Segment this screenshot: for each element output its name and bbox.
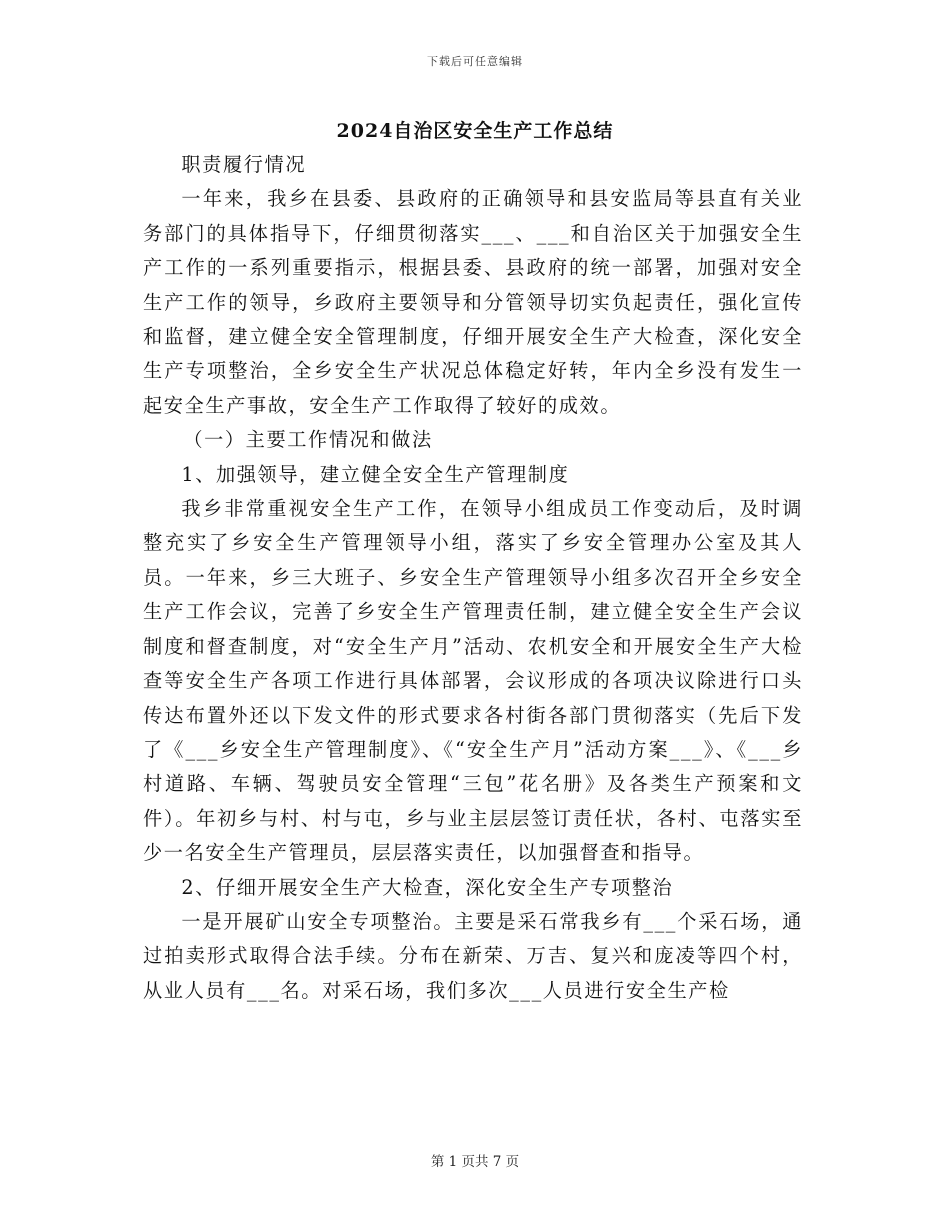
section-heading: 2、仔细开展安全生产大检查，深化安全生产专项整治 <box>181 875 674 899</box>
section-heading: 1、加强领导，建立健全安全生产管理制度 <box>181 462 570 486</box>
section-heading: 职责履行情况 <box>181 153 307 176</box>
subsection-heading: （一）主要工作情况和做法 <box>183 428 433 452</box>
document-body <box>143 148 803 1008</box>
body-paragraph: 一是开展矿山安全专项整治。主要是采石常我乡有___个采石场，通过拍卖形式取得合法手续。分布在新荣、万吉、复兴和庞凌等四个村，从业人员有___名。对采石场，我们多次___人员进行安全生产检 <box>143 909 803 1002</box>
body-paragraph: 我乡非常重视安全生产工作，在领导小组成员工作变动后，及时调整充实了乡安全生产管理领导小组，落实了乡安全管理办公室及其人员。一年来，乡三大班子、乡安全生产管理领导小组多次召开全乡安全生产工作会议，完善了乡安全生产管理责任制，建立健全安全生产会议制度和督查制度，对“安全生产月”活动、农机安全和开展安全生产大检查等安全生产各项工作进行具体部署，会议形成的各项决议除进行口头传达布置外还以下发文件的形式要求各村街各部门贯彻落实（先后下发了《___乡安全生产管理制度》、《“安全生产月”活动方案___》、《___乡村道路、车辆、驾驶员安全管理“三包”花名册》及各类生产预案和文件）。年初乡与村、村与屯，乡与业主层层签订责任状，各村、屯落实至少一名安全生产管理员，层层落实责任，以加强督查和指导。 <box>143 497 803 865</box>
document-title: 2024自治区安全生产工作总结 <box>336 120 614 142</box>
page-number: 第 1 页共 7 页 <box>430 1154 520 1170</box>
page-header-note: 下载后可任意编辑 <box>427 55 523 68</box>
body-paragraph: 一年来，我乡在县委、县政府的正确领导和县安监局等县直有关业务部门的具体指导下，仔细贯彻落实___、___和自治区关于加强安全生产工作的一系列重要指示，根据县委、县政府的统一部署，加强对安全生产工作的领导，乡政府主要领导和分管领导切实负起责任，强化宣传和监督，建立健全安全管理制度，仔细开展安全生产大检查，深化安全生产专项整治，全乡安全生产状况总体稳定好转，年内全乡没有发生一起安全生产事故，安全生产工作取得了较好的成效。 <box>143 187 803 417</box>
